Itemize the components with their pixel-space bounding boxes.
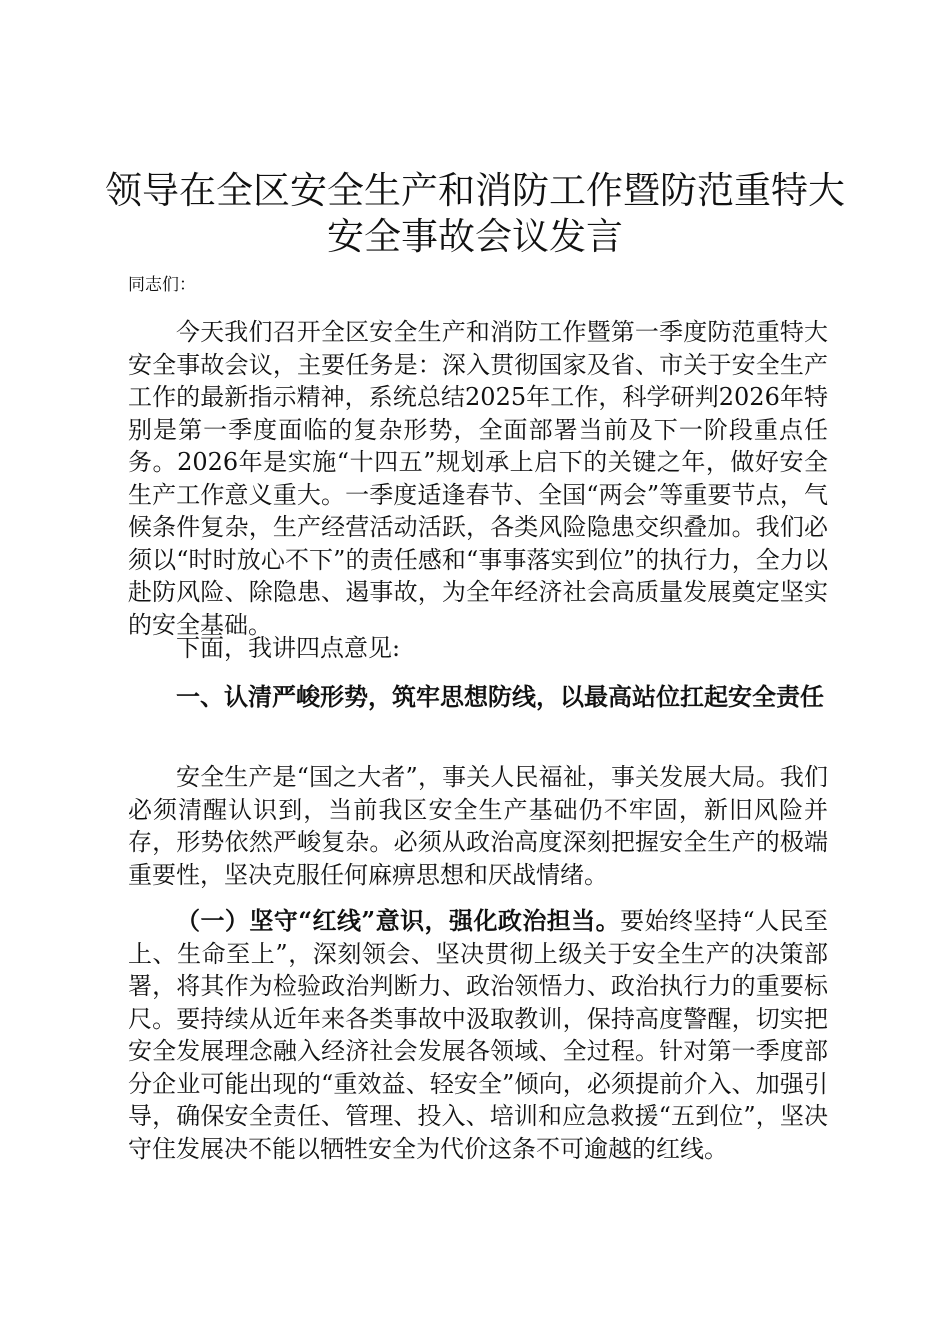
section-1-body: 安全生产是“国之大者”，事关人民福祉，事关发展大局。我们必须清醒认识到，当前我区安全生产基础仍不牢固，新旧风险并存，形势依然严峻复杂。必须从政治高度深刻把握安全生产的极端重要性，坚决克服任何麻痹思想和厌战情绪。 [128, 763, 828, 889]
subsection-1-paragraph [128, 905, 828, 1165]
subsection-1-body: 要始终坚持“人民至上、生命至上”，深刻领会、坚决贯彻上级关于安全生产的决策部署，将其作为检验政治判断力、政治领悟力、政治执行力的重要标尺。要持续从近年来各类事故中汲取教训，保持高度警醒，切实把安全发展理念融入经济社会发展各领域、全过程。针对第一季度部分企业可能出现的“重效益、轻安全”倾向，必须提前介入、加强引导，确保安全责任、管理、投入、培训和应急救援“五到位”，坚决守住发展决不能以牺牲安全为代价这条不可逾越的红线。 [128, 907, 828, 1163]
title-line-2: 安全事故会议发言 [327, 215, 623, 258]
subsection-1-lead: （一）坚守“红线”意识，强化政治担当。 [176, 906, 621, 935]
section-1-heading: 一、认清严峻形势，筑牢思想防线，以最高站位扛起安全责任 [176, 682, 824, 711]
title-line-1: 领导在全区安全生产和消防工作暨防范重特大 [105, 169, 845, 212]
intro-paragraph: 今天我们召开全区安全生产和消防工作暨第一季度防范重特大安全事故会议，主要任务是：深入贯彻国家及省、市关于安全生产工作的最新指示精神，系统总结2025年工作，科学研判2026年特别是第一季度面临的复杂形势，全面部署当前及下一阶段重点任务。2026年是实施“十四五”规划承上启下的关键之年，做好安全生产工作意义重大。一季度适逢春节、全国“两会”等重要节点，气候条件复杂，生产经营活动活跃，各类风险隐患交织叠加。我们必须以“时时放心不下”的责任感和“事事落实到位”的执行力，全力以赴防风险、除隐患、遏事故，为全年经济社会高质量发展奠定坚实的安全基础。 [128, 318, 828, 639]
document-title [100, 168, 850, 260]
transition-paragraph: 下面，我讲四点意见: [176, 634, 401, 662]
salutation: 同志们： [128, 275, 196, 295]
